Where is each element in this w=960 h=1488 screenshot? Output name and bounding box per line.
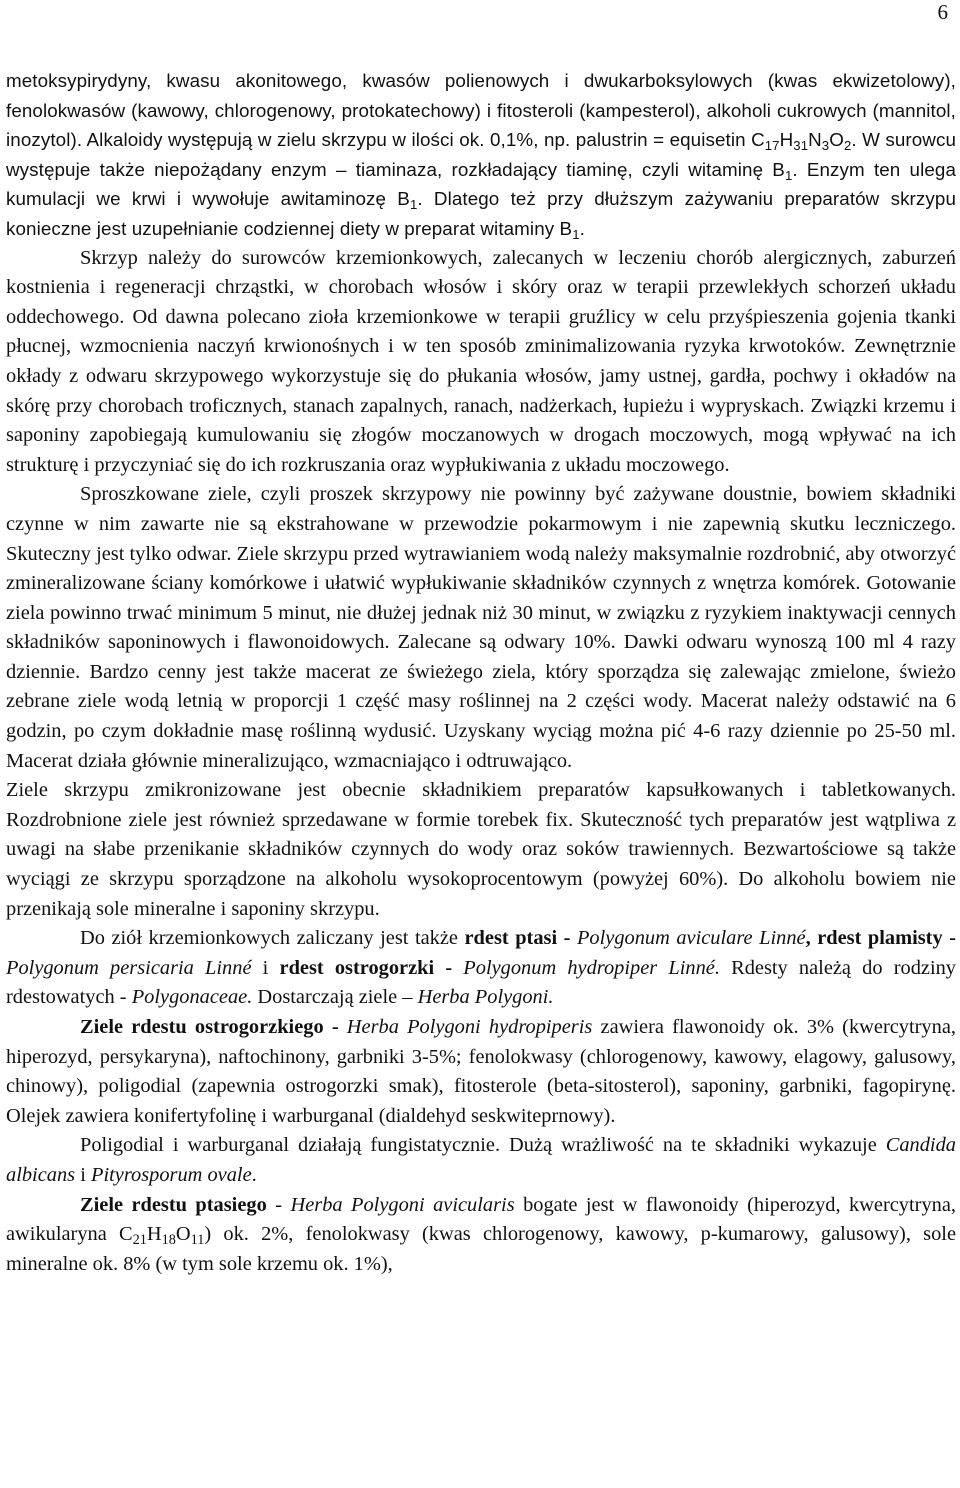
p8-text: ) ok. 2%, fenolokwasy (kwas chlorogenowy, kawowy, p-kumarowy, galusowy), sole mineralne ok. 8% (w tym sole krzemu ok. 1%), <box>6 1223 956 1275</box>
p7-text: Poligodial i warburganal działają fungistatycznie. Dużą wrażliwość na te składniki wykazuje <box>80 1134 886 1157</box>
subscript: 2 <box>843 138 852 154</box>
subscript: 17 <box>764 138 780 154</box>
p4-text: Ziele skrzypu zmikronizowane jest obecnie składnikiem preparatów kapsułkowanych i tabletkowanych. Rozdrobnione ziele jest również sprzedawane w formie torebek fix. Skuteczność tych preparatów jest wątpliwa z uwagi na słabe przenikanie składników czynnych do wody oraz soków trawiennych. Bezwartościowe są także wyciągi ze skrzypu sporządzone na alkoholu wysokoprocentowym (powyżej 60%). Do alkoholu bowiem nie przenikają sole mineralne i saponiny skrzypu. <box>6 779 956 920</box>
p1-text: metoksypirydyny, kwasu akonitowego, kwasów polienowych i dwukarboksylowych (kwas ekwizetolowy), fenolokwasów (kawowy, chlorogenowy, protokatechowy) i fitosteroli (kampesterol), alkoholi cukrowych (mannitol, inozytol). Alkaloidy występują w zielu skrzypu w ilości ok. 0,1%, np. palustrin = equisetin C <box>6 70 956 151</box>
p5-italic: Polygonum avicular <box>576 927 744 950</box>
paragraph-8 <box>6 1191 956 1280</box>
p6-bold: Ziele rdestu ostrogorzkiego - <box>80 1016 347 1038</box>
paragraph-2 <box>6 244 956 481</box>
p8-text: O <box>175 1223 191 1246</box>
p7-italic: Pityrosporum ovale <box>90 1163 252 1186</box>
subscript: 1 <box>409 197 418 213</box>
p5-italic: Polygonum hydropiper Linné. <box>463 956 720 979</box>
p6-text: zawiera flawonoidy ok. 3% (kwercytryna, hiperozyd, persykaryna), naftochinony, garbniki 3-5%; fenolokwasy (chlorogenowy, kawowy, elagowy, galusowy, chinowy), poligodial (zapewnia ostrogorzki smak), fitosterole (beta-sitosterol), saponiny, garbniki, fagopirynę. Olejek zawiera konifertyfolinę i warburganal (dialdehyd seskwiteprnowy). <box>6 1016 956 1127</box>
p8-text: H <box>146 1223 162 1246</box>
p5-italic: Polygonum persicaria Linné <box>6 956 252 979</box>
p5-italic: e Linné <box>743 927 806 950</box>
p8-text: bogate jest w flawonoidy (hiperozyd, kwercytryna, awikularyna C <box>6 1193 957 1246</box>
subscript: 3 <box>821 138 830 154</box>
p3-text: Sproszkowane ziele, czyli proszek skrzypowy nie powinny być zażywane doustnie, bowiem składniki czynne w nim zawarte nie są ekstrahowane w przewodzie pokarmowym i nie zapewnią skutku leczniczego. Skuteczny jest tylko odwar. Ziele skrzypu przed wytrawianiem wodą należy maksymalnie rozdrobnić, aby otworzyć zmineralizowane ściany komórkowe i ułatwić wypłukiwanie składników czynnych z wnętrza komórek. Gotowanie ziela powinno trwać minimum 5 minut, nie dłużej jednak niż 30 minut, w związku z ryzykiem inaktywacji cennych składników saponinowych i flawonoidowych. Zalecane są odwary 10%. Dawki odwaru wynoszą 100 ml 4 razy dziennie. Bardzo cenny jest także macerat ze świeżego ziela, który sporządza się zalewając zmielone, świeżo zebrane ziele wodą letnią w proporcji 1 część masy roślinnej na 2 części wody. Macerat należy odstawić na 6 godzin, po czym dokładnie masę roślinną wydusić. Uzyskany wyciąg można pić 4-6 razy dziennie po 25-50 ml. Macerat działa głównie mineralizująco, wzmacniająco i odtruwająco. <box>6 483 956 772</box>
p1-text: . Enzym ten ulega kumulacji we krwi i wywołuje awitaminozę B <box>6 158 956 210</box>
p7-text: . <box>251 1163 257 1186</box>
paragraph-4 <box>6 776 956 924</box>
subscript: 31 <box>793 138 809 154</box>
p7-italic: Candida albicans <box>6 1134 956 1186</box>
p1-text: N <box>808 129 822 151</box>
subscript: 18 <box>161 1232 176 1249</box>
p8-bold: Ziele rdestu ptasiego <box>80 1193 267 1216</box>
subscript: 1 <box>572 226 580 242</box>
p5-text: Do ziół krzemionkowych zaliczany jest także <box>80 927 465 950</box>
p5-bold: rdest ostrogorzki - <box>279 956 464 979</box>
subscript: 1 <box>784 167 793 183</box>
p1-text: . W surowcu występuje także niepożądany enzym – tiaminaza, rozkładający tiaminę, czyli witaminę B <box>6 129 956 180</box>
p5-text: i <box>251 956 280 979</box>
p8-italic: Herba Polygoni avicularis <box>290 1193 515 1216</box>
p6-italic: Herba Polygoni hydropiperis <box>346 1016 593 1038</box>
p5-text: Rdesty należą do rodziny rdestowatych - <box>6 956 956 1009</box>
p5-italic: Herba Polygoni. <box>417 986 554 1009</box>
paragraph-1 <box>6 66 956 244</box>
document-body <box>6 66 956 1279</box>
p5-italic: Polygonaceae. <box>131 986 253 1009</box>
paragraph-6 <box>6 1013 956 1131</box>
paragraph-7 <box>6 1131 956 1190</box>
paragraph-5 <box>6 924 956 1013</box>
subscript: 11 <box>190 1232 205 1249</box>
p1-text: . Dlatego też przy dłuższym zażywaniu preparatów skrzypu konieczne jest uzupełnianie codziennej diety w preparat witaminy B <box>6 188 956 239</box>
p8-text: - <box>266 1193 291 1216</box>
subscript: 21 <box>132 1232 147 1249</box>
p1-text: H <box>779 129 794 151</box>
p1-text: . <box>579 217 585 239</box>
p5-text-comma: , <box>805 927 818 950</box>
p5-bold: rdest ptasi - <box>464 927 577 950</box>
p7-text: i <box>75 1163 91 1186</box>
paragraph-3 <box>6 480 956 776</box>
p5-bold: rdest plamisty - <box>817 927 956 950</box>
p5-text: Dostarczają ziele – <box>252 986 418 1009</box>
p2-text: Skrzyp należy do surowców krzemionkowych, zalecanych w leczeniu chorób alergicznych, zaburzeń kostnienia i regeneracji chrząstki, w chorobach włosów i skóry oraz w terapii przewlekłych schorzeń układu oddechowego. Od dawna polecano zioła krzemionkowe w terapii gruźlicy w celu przyśpieszenia gojenia tkanki płucnej, wzmocnienia naczyń krwionośnych i w ten sposób zminimalizowania ryzyka krwotoków. Zewnętrznie okłady z odwaru skrzypowego wykorzystuje się do płukania włosów, jamy ustnej, gardła, pochwy i okładów na skórę przy chorobach troficznych, stanach zapalnych, ranach, nadżerkach, łupieżu i wypryskach. Związki krzemu i saponiny zapobiegają kumulowaniu się złogów moczanowych w drogach moczowych, mogą wpływać na ich strukturę i przyczyniać się do ich rozkruszania oraz wypłukiwania z układu moczowego. <box>6 246 956 476</box>
page-number: 6 <box>937 0 948 24</box>
p1-text: O <box>829 129 844 151</box>
